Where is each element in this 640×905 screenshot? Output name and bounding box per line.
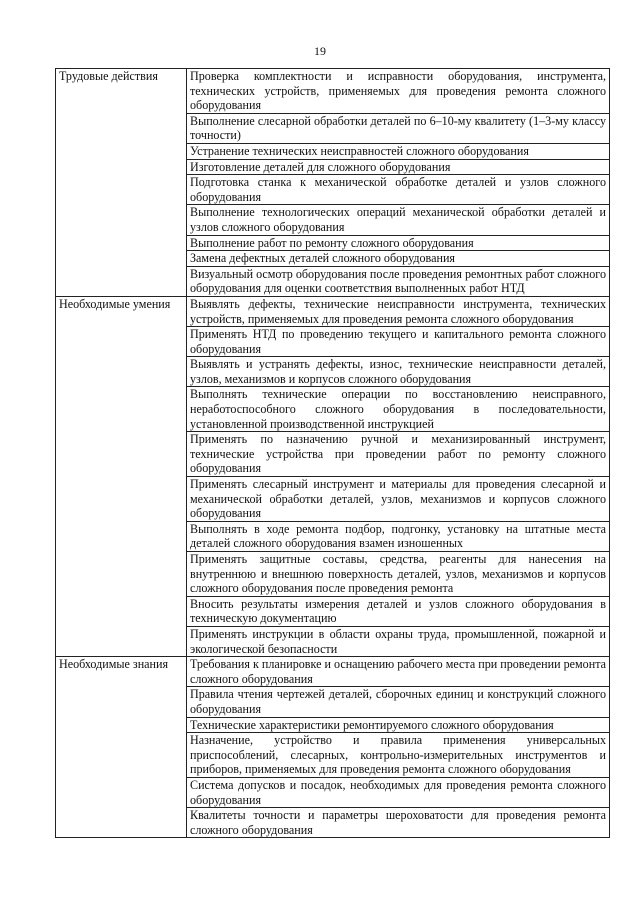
table-cell-item: Применять инструкции в области охраны труда, промышленной, пожарной и экологической безопасности [187, 626, 610, 656]
table-cell-item: Выполнение технологических операций механической обработки деталей и узлов сложного оборудования [187, 205, 610, 235]
table-cell-item: Выполнение слесарной обработки деталей по 6–10-му квалитету (1–3-му классу точности) [187, 113, 610, 143]
table-cell-item: Требования к планировке и оснащению рабочего места при проведении ремонта сложного оборудования [187, 657, 610, 687]
table-cell-item: Правила чтения чертежей деталей, сборочных единиц и конструкций сложного оборудования [187, 687, 610, 717]
section-title: Трудовые действия [56, 69, 187, 297]
table-cell-item: Применять НТД по проведению текущего и капитального ремонта сложного оборудования [187, 327, 610, 357]
table-row [56, 657, 610, 687]
table-cell-item: Изготовление деталей для сложного оборудования [187, 159, 610, 175]
table-cell-item: Выполнять технические операции по восстановлению неисправного, неработоспособного сложного оборудования в последовательности, установленной производственной инструкцией [187, 387, 610, 432]
table-cell-item: Вносить результаты измерения деталей и узлов сложного оборудования в техническую документацию [187, 596, 610, 626]
table-cell-item: Квалитеты точности и параметры шероховатости для проведения ремонта сложного оборудования [187, 808, 610, 838]
table-cell-item: Применять защитные составы, средства, реагенты для нанесения на внутреннюю и внешнюю поверхность деталей, узлов, механизмов и корпусов сложного оборудования после проведения ремонта [187, 552, 610, 597]
table-cell-item: Выявлять и устранять дефекты, износ, технические неисправности деталей, узлов, механизмов и корпусов сложного оборудования [187, 357, 610, 387]
table-cell-item: Применять слесарный инструмент и материалы для проведения слесарной и механической обработки деталей, узлов, механизмов и корпусов сложного оборудования [187, 477, 610, 522]
table-cell-item: Выполнение работ по ремонту сложного оборудования [187, 235, 610, 251]
table-cell-item: Система допусков и посадок, необходимых для проведения ремонта сложного оборудования [187, 777, 610, 807]
table-row [56, 69, 610, 114]
table-cell-item: Выявлять дефекты, технические неисправности инструмента, технических устройств, применяемых для проведения ремонта сложного оборудования [187, 296, 610, 326]
table-cell-item: Визуальный осмотр оборудования после проведения ремонтных работ сложного оборудования для оценки соответствия выполненных работ НТД [187, 266, 610, 296]
section-title: Необходимые умения [56, 296, 187, 656]
requirements-table [55, 68, 610, 838]
table-cell-item: Подготовка станка к механической обработке деталей и узлов сложного оборудования [187, 175, 610, 205]
page-number: 19 [314, 44, 326, 58]
table-row [56, 296, 610, 326]
table-cell-item: Замена дефектных деталей сложного оборудования [187, 251, 610, 267]
table-cell-item: Назначение, устройство и правила применения универсальных приспособлений, слесарных, контрольно-измерительных инструментов и приборов, применяемых для проведения ремонта сложного оборудования [187, 733, 610, 778]
table-cell-item: Выполнять в ходе ремонта подбор, подгонку, установку на штатные места деталей сложного оборудования взамен изношенных [187, 521, 610, 551]
table-cell-item: Устранение технических неисправностей сложного оборудования [187, 143, 610, 159]
table-cell-item: Проверка комплектности и исправности оборудования, инструмента, технических устройств, применяемых для проведения ремонта сложного оборудования [187, 69, 610, 114]
table-cell-item: Применять по назначению ручной и механизированный инструмент, технические устройства при проведении работ по ремонту сложного оборудования [187, 432, 610, 477]
table-cell-item: Технические характеристики ремонтируемого сложного оборудования [187, 717, 610, 733]
section-title: Необходимые знания [56, 657, 187, 838]
